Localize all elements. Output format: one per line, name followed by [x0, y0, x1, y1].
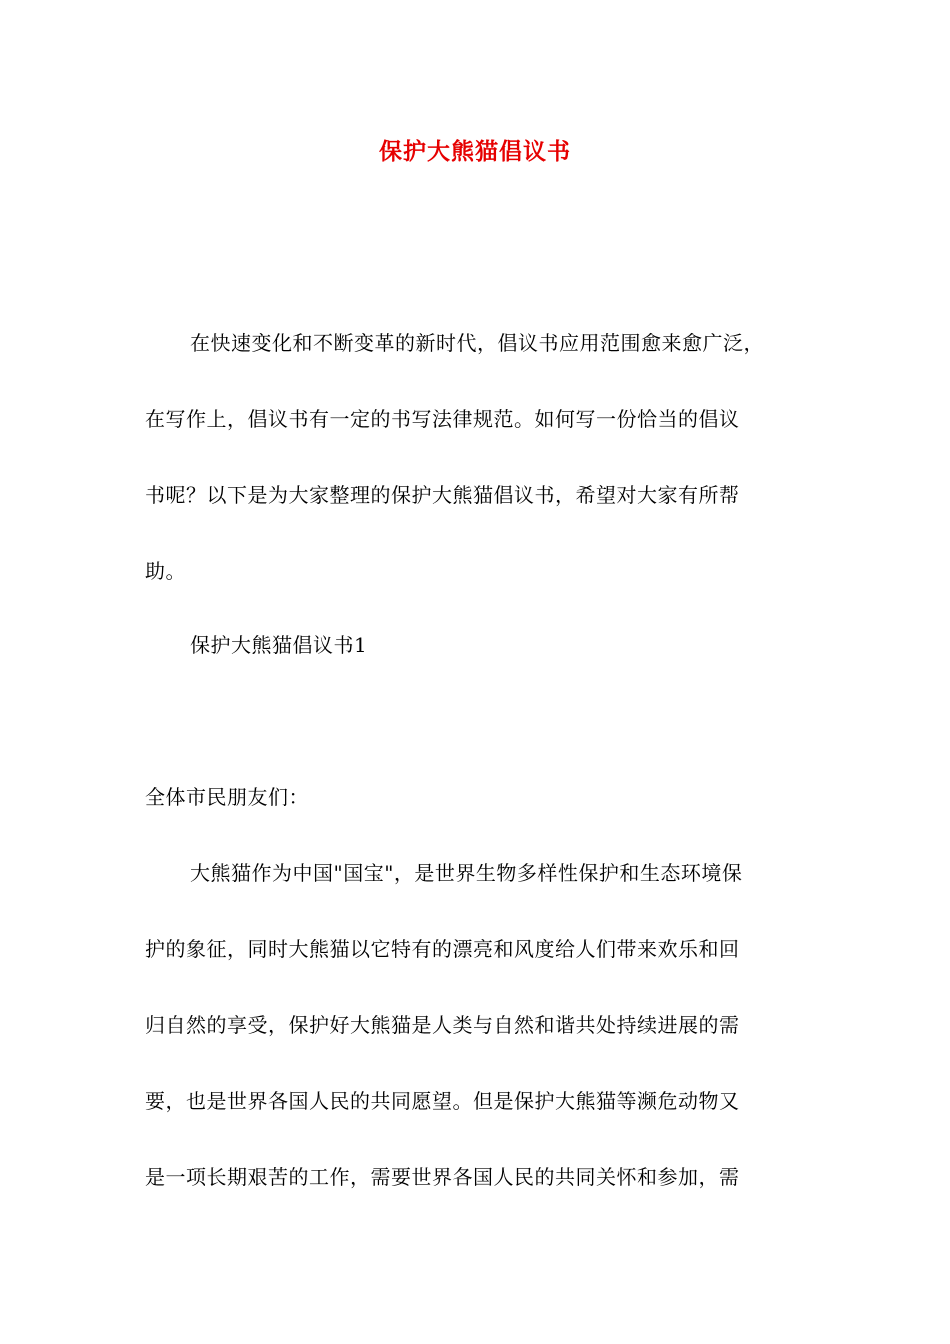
salutation: 全体市民朋友们：: [145, 785, 309, 809]
body-paragraph: [145, 848, 815, 1202]
body-line: 归自然的享受，保护好大熊猫是人类与自然和谐共处持续进展的需: [145, 1013, 740, 1037]
section-heading: 保护大熊猫倡议书1: [190, 633, 368, 657]
body-line: 护的象征，同时大熊猫以它特有的漂亮和风度给人们带来欢乐和回: [145, 937, 740, 961]
intro-line: 助。: [145, 559, 186, 583]
intro-paragraph: [145, 318, 815, 596]
document-title: 保护大熊猫倡议书: [379, 138, 571, 165]
intro-line: 在写作上，倡议书有一定的书写法律规范。如何写一份恰当的倡议: [145, 407, 740, 431]
body-line: 是一项长期艰苦的工作，需要世界各国人民的共同关怀和参加，需: [145, 1165, 740, 1189]
body-line: 要，也是世界各国人民的共同愿望。但是保护大熊猫等濒危动物又: [145, 1089, 740, 1113]
body-line: 大熊猫作为中国"国宝"，是世界生物多样性保护和生态环境保: [190, 861, 743, 885]
intro-line: 在快速变化和不断变革的新时代，倡议书应用范围愈来愈广泛，: [190, 331, 764, 355]
intro-line: 书呢？以下是为大家整理的保护大熊猫倡议书，希望对大家有所帮: [145, 483, 740, 507]
